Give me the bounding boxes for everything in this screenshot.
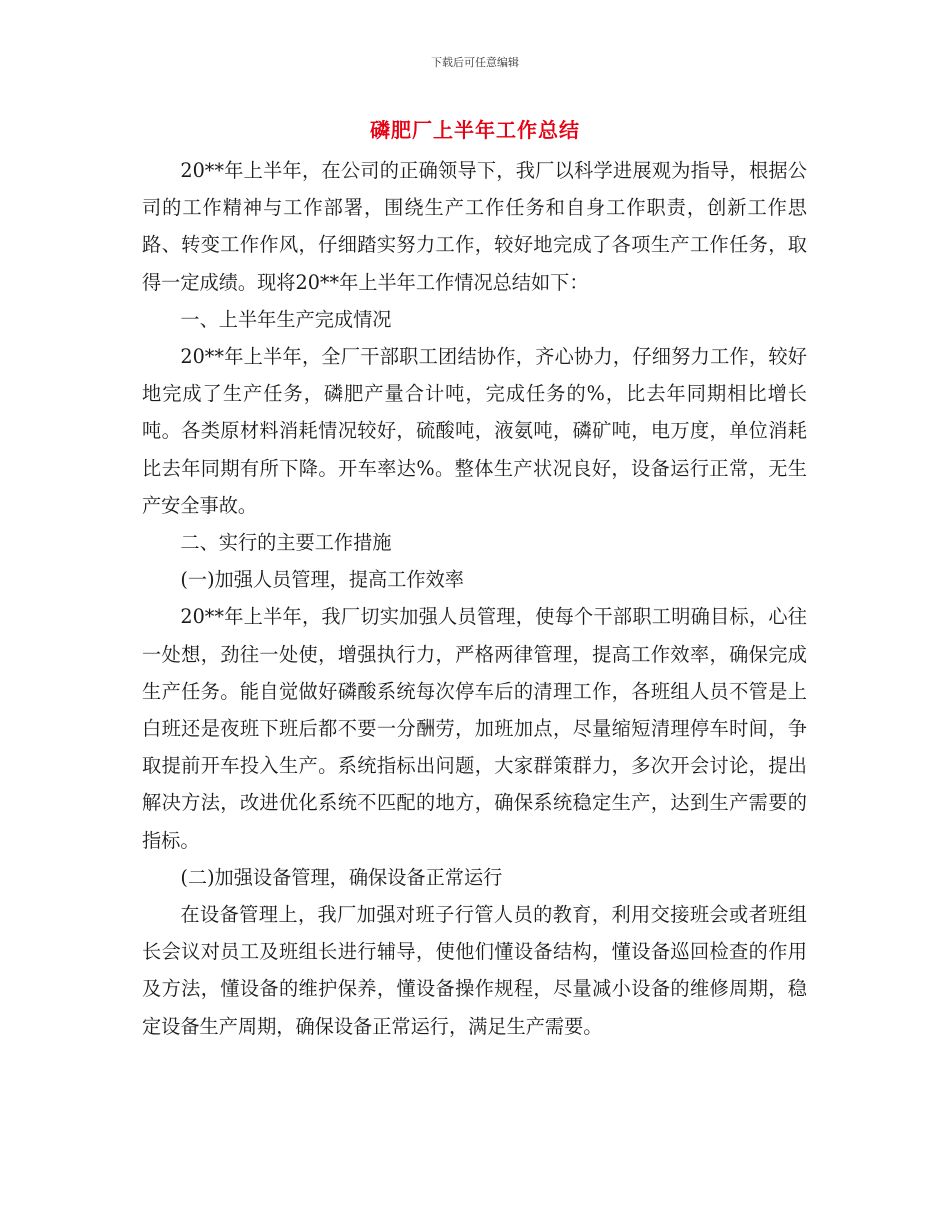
subsection-heading: (一)加强人员管理，提高工作效率 (180, 568, 464, 592)
intro-paragraph: 20**年上半年，在公司的正确领导下，我厂以科学进展观为指导，根据公司的工作精神与工作部署，围绕生产工作任务和自身工作职责，创新工作思路、转变工作作风，仔细踏实努力工作，较好地完成了各项生产工作任务，取得一定成绩。现将20**年上半年工作情况总结如下： (142, 159, 807, 294)
body-paragraph: 在设备管理上，我厂加强对班子行管人员的教育，利用交接班会或者班组长会议对员工及班组长进行辅导，使他们懂设备结构，懂设备巡回检查的作用及方法，懂设备的维护保养，懂设备操作规程，尽量减小设备的维修周期，稳定设备生产周期，确保设备正常运行，满足生产需要。 (142, 903, 807, 1038)
section-heading: 二、实行的主要工作措施 (180, 531, 392, 555)
document-title: 磷肥厂上半年工作总结 (370, 118, 580, 142)
body-paragraph: 20**年上半年，全厂干部职工团结协作，齐心协力，仔细努力工作，较好地完成了生产任务，磷肥产量合计吨，完成任务的%，比去年同期相比增长吨。各类原材料消耗情况较好，硫酸吨，液氨吨，磷矿吨，电万度，单位消耗比去年同期有所下降。开车率达%。整体生产状况良好，设备运行正常，无生产安全事故。 (142, 345, 807, 517)
subsection-heading: (二)加强设备管理，确保设备正常运行 (180, 865, 503, 889)
header-note: 下载后可任意编辑 (431, 56, 519, 69)
section-heading: 一、上半年生产完成情况 (180, 307, 392, 331)
document-body (142, 152, 807, 1045)
body-paragraph: 20**年上半年，我厂切实加强人员管理，使每个干部职工明确目标，心往一处想，劲往一处使，增强执行力，严格两律管理，提高工作效率，确保完成生产任务。能自觉做好磷酸系统每次停车后的清理工作，各班组人员不管是上白班还是夜班下班后都不要一分酬劳，加班加点，尽量缩短清理停车时间，争取提前开车投入生产。系统指标出问题，大家群策群力，多次开会讨论，提出解决方法，改进优化系统不匹配的地方，确保系统稳定生产，达到生产需要的指标。 (142, 605, 807, 852)
